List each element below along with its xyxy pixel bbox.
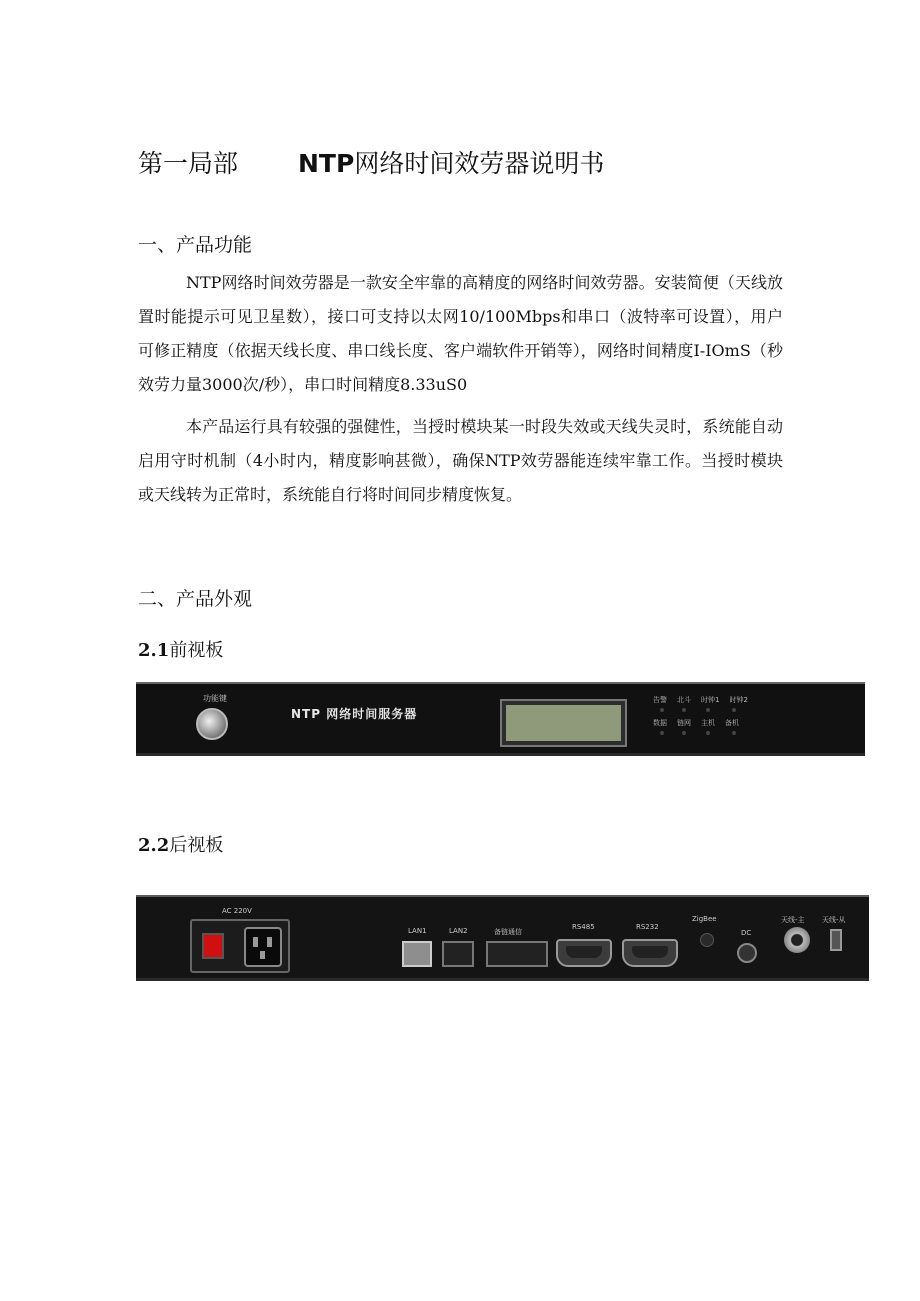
antenna-slave-connector-icon bbox=[830, 929, 842, 951]
zigbee-label: ZigBee bbox=[692, 915, 717, 923]
antenna-main-connector-icon bbox=[784, 927, 810, 953]
led-indicator bbox=[706, 731, 710, 735]
zigbee-port-icon bbox=[700, 933, 714, 947]
lcd-display bbox=[502, 701, 625, 745]
section1-paragraph1: NTP网络时间效劳器是一款安全牢靠的高精度的网络时间效劳器。安装简便（天线放置时能提示可见卫星数），接口可支持以太网10/100Mbps和串口（波特率可设置），用户可修正精度（依据天线长度、串口线长度、客户端软件开销等），网络时间精度I-IOmS（秒效劳力量3000次/秒），串口时间精度8.33uS0 bbox=[138, 273, 783, 394]
rs232-label: RS232 bbox=[636, 923, 659, 931]
led-indicator bbox=[660, 731, 664, 735]
antenna-slave-label: 天线-从 bbox=[822, 916, 846, 924]
led-indicator bbox=[682, 708, 686, 712]
antenna-main-label: 天线-主 bbox=[781, 916, 805, 924]
subsection-rear-title: 后视板 bbox=[169, 835, 224, 856]
led-label: 北斗 bbox=[677, 696, 691, 704]
front-panel-brand: NTP 网络时间服务器 bbox=[291, 707, 418, 721]
title-main: 网络时间效劳器说明书 bbox=[354, 149, 605, 178]
title-part-label: 第一局部 bbox=[138, 149, 239, 178]
subsection-front-heading bbox=[138, 636, 223, 662]
subsection-rear-heading bbox=[138, 831, 223, 857]
subsection-rear-number: 2.2 bbox=[138, 835, 170, 856]
backup-comm-label: 备链通信 bbox=[494, 928, 522, 936]
led-label: 链网 bbox=[677, 719, 691, 727]
led-label: 时钟1 bbox=[701, 696, 720, 704]
subsection-front-number: 2.1 bbox=[138, 640, 170, 661]
lan1-port-icon bbox=[402, 941, 432, 967]
led-indicator bbox=[660, 708, 664, 712]
dc-port-icon bbox=[737, 943, 757, 963]
function-key-label: 功能键 bbox=[203, 694, 227, 703]
power-socket-icon bbox=[244, 927, 282, 967]
dc-label: DC bbox=[741, 929, 752, 937]
lan2-port-icon bbox=[442, 941, 474, 967]
front-panel-image bbox=[136, 682, 865, 756]
section1-heading: 一、产品功能 bbox=[138, 234, 253, 256]
led-indicator bbox=[706, 708, 710, 712]
rear-panel-image bbox=[136, 895, 869, 981]
power-label: AC 220V bbox=[222, 907, 252, 915]
led-indicator bbox=[682, 731, 686, 735]
led-label: 主机 bbox=[701, 719, 715, 727]
power-switch-icon bbox=[202, 933, 224, 959]
led-label: 备机 bbox=[725, 719, 739, 727]
section2-heading: 二、产品外观 bbox=[138, 588, 253, 610]
rs232-port-icon bbox=[622, 939, 678, 967]
power-module bbox=[190, 919, 290, 973]
led-indicator bbox=[732, 731, 736, 735]
backup-comm-port-icon bbox=[486, 941, 548, 967]
rs485-label: RS485 bbox=[572, 923, 595, 931]
led-labels-row1 bbox=[653, 695, 758, 705]
lan1-label: LAN1 bbox=[408, 927, 427, 935]
subsection-front-title: 前视板 bbox=[169, 640, 224, 661]
function-key-knob bbox=[196, 708, 228, 740]
led-labels-row2 bbox=[653, 718, 749, 728]
led-label: 数据 bbox=[653, 719, 667, 727]
document-title bbox=[138, 144, 604, 180]
rs485-port-icon bbox=[556, 939, 612, 967]
led-indicator bbox=[732, 708, 736, 712]
title-ntp: NTP bbox=[298, 149, 355, 178]
led-label: 告警 bbox=[653, 696, 667, 704]
led-label: 时钟2 bbox=[729, 696, 748, 704]
lan2-label: LAN2 bbox=[449, 927, 468, 935]
section1-paragraph2: 本产品运行具有较强的强健性，当授时模块某一时段失效或天线失灵时，系统能自动启用守时机制（4小时内，精度影响甚微），确保NTP效劳器能连续牢靠工作。当授时模块或天线转为正常时，系统能自行将时间同步精度恢复。 bbox=[138, 417, 783, 504]
